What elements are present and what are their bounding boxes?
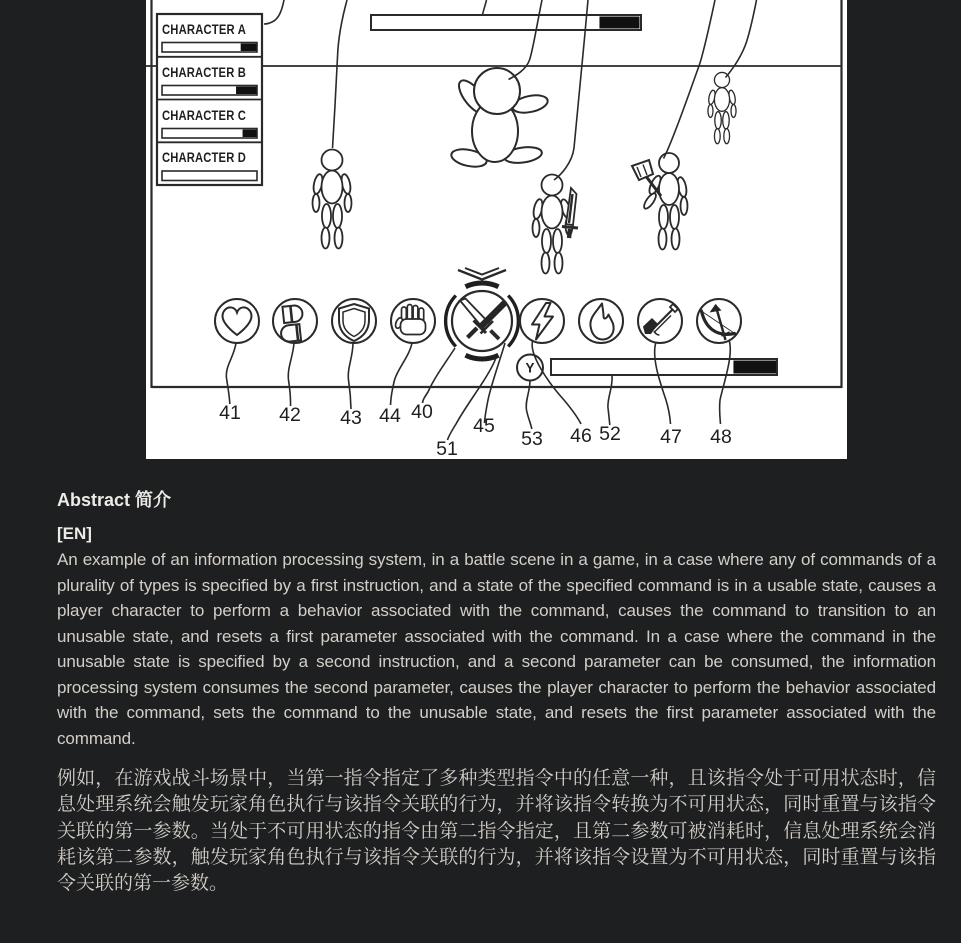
small-stick-figure bbox=[708, 72, 737, 143]
rifle-icon bbox=[638, 299, 682, 343]
flame-icon bbox=[579, 299, 623, 343]
character-c-gauge-fill bbox=[243, 130, 257, 138]
bow-arrow-icon bbox=[697, 299, 741, 343]
chevron-down-icon bbox=[458, 268, 506, 280]
hand-icon bbox=[391, 299, 435, 343]
character-a-label: CHARACTER A bbox=[162, 22, 247, 37]
axe-figure bbox=[632, 153, 688, 250]
enemy-hp-bar bbox=[371, 15, 641, 30]
numeral-53: 53 bbox=[521, 428, 543, 450]
reference-numerals bbox=[219, 401, 732, 459]
numeral-47: 47 bbox=[660, 426, 682, 448]
abstract-heading: Abstract 简介 bbox=[57, 490, 172, 510]
boss-figure bbox=[450, 68, 550, 170]
numeral-51: 51 bbox=[436, 438, 458, 459]
abstract-section bbox=[57, 489, 936, 897]
language-tag: [EN] bbox=[57, 524, 92, 543]
character-b-gauge-fill bbox=[236, 87, 256, 95]
numeral-42: 42 bbox=[279, 404, 301, 426]
numeral-48: 48 bbox=[710, 426, 732, 448]
charge-bar-fill bbox=[733, 361, 776, 374]
numeral-46: 46 bbox=[570, 425, 592, 447]
enemy-hp-bar-fill bbox=[599, 17, 639, 29]
patent-drawing bbox=[146, 0, 847, 459]
character-status-panel bbox=[157, 14, 262, 185]
character-c-label: CHARACTER C bbox=[162, 108, 247, 123]
character-d-label: CHARACTER D bbox=[162, 150, 247, 165]
y-button bbox=[517, 355, 543, 381]
character-b-label: CHARACTER B bbox=[162, 65, 247, 80]
sword-figure bbox=[532, 175, 578, 274]
charge-bar bbox=[551, 359, 777, 375]
numeral-40: 40 bbox=[411, 401, 433, 423]
shield-icon bbox=[332, 299, 376, 343]
y-button-label: Y bbox=[525, 360, 535, 376]
numeral-44: 44 bbox=[379, 405, 401, 427]
crossed-swords-icon bbox=[452, 291, 512, 351]
numeral-52: 52 bbox=[599, 423, 621, 445]
character-d-gauge bbox=[162, 171, 257, 181]
patent-figure bbox=[146, 0, 847, 459]
heart-icon bbox=[215, 299, 259, 343]
numeral-41: 41 bbox=[219, 402, 241, 424]
numeral-45: 45 bbox=[473, 415, 495, 437]
lightning-icon bbox=[520, 299, 564, 343]
character-a-gauge-fill bbox=[241, 44, 257, 52]
numeral-43: 43 bbox=[340, 407, 362, 429]
stick-figure bbox=[312, 150, 352, 249]
capsule-icon bbox=[273, 299, 317, 343]
abstract-text-en: An example of an information processing system, in a battle scene in a game, in a case where any of commands of a plurality of types is specified by a first instruction, and a state of the specified command is in a usable state, causes a player character to perform a behavior associated with the command, causes the command to transition to an unusable state, and resets a first parameter associated with the command. In a case where the command in the unusable state is specified by a second instruction, and a second parameter can be consumed, the information processing system consumes the second parameter, causes the player character to perform the behavior associated with the command, sets the command to the unusable state, and resets the first parameter associated with the command. bbox=[57, 550, 936, 748]
abstract-text-zh: 例如，在游戏战斗场景中，当第一指令指定了多种类型指令中的任意一种，且该指令处于可用状态时，信息处理系统会触发玩家角色执行与该指令关联的行为，并将该指令转换为不可用状态，同时重置与该指令关联的第一参数。当处于不可用状态的指令由第二指令指定，且第二参数可被消耗时，信息处理系统会消耗该第二参数，触发玩家角色执行与该指令关联的行为，并将该指令设置为不可用状态，同时重置与该指令关联的第一参数。 bbox=[57, 768, 936, 895]
